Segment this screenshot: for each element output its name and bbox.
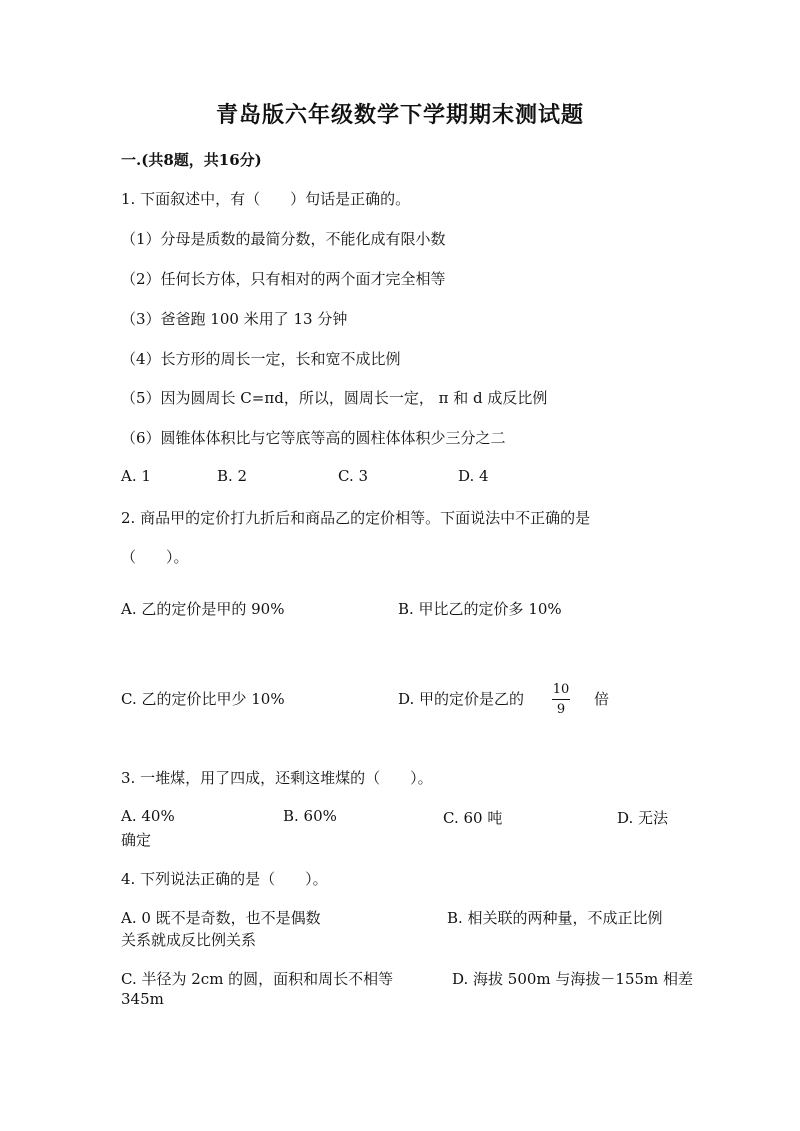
q4-option-c: C. 半径为 2cm 的圆，面积和周长不相等 xyxy=(121,970,394,988)
q3-option-d-line2: 确定 xyxy=(121,831,152,849)
q3-option-b: B. 60% xyxy=(283,807,337,825)
q2-fraction xyxy=(552,682,570,717)
q2-stem-line2: （ ）。 xyxy=(121,548,189,566)
q1-statement-6: （6）圆锥体体积比与它等底等高的圆柱体体积少三分之二 xyxy=(121,429,506,447)
page-title: 青岛版六年级数学下学期期末测试题 xyxy=(215,102,584,128)
q4-option-d-line1: D. 海拔 500m 与海拔－155m 相差 xyxy=(452,970,694,988)
section-heading: 一.(共8题，共16分) xyxy=(121,151,262,169)
q1-statement-2: （2）任何长方体，只有相对的两个面才完全相等 xyxy=(121,270,446,288)
q1-option-d: D. 4 xyxy=(458,467,489,485)
q4-option-b-line1: B. 相关联的两种量，不成正比例 xyxy=(447,909,663,927)
q2-option-c: C. 乙的定价比甲少 10% xyxy=(121,690,285,708)
q1-option-a: A. 1 xyxy=(121,467,151,485)
q1-option-b: B. 2 xyxy=(217,467,248,485)
q2-option-a: A. 乙的定价是甲的 90% xyxy=(121,600,285,618)
q4-option-b-line2: 关系就成反比例关系 xyxy=(121,931,257,949)
q1-option-c: C. 3 xyxy=(338,467,369,485)
q3-stem: 3. 一堆煤，用了四成，还剩这堆煤的（ ）。 xyxy=(121,769,433,787)
q2-option-b: B. 甲比乙的定价多 10% xyxy=(398,600,562,618)
q4-stem: 4. 下列说法正确的是（ ）。 xyxy=(121,870,328,888)
q3-option-d-line1: D. 无法 xyxy=(617,809,669,827)
q1-statement-3: （3）爸爸跑 100 米用了 13 分钟 xyxy=(121,310,348,328)
q2-option-d-prefix: D. 甲的定价是乙的 xyxy=(398,690,525,708)
q4-option-d-line2: 345m xyxy=(121,990,164,1008)
q1-statement-1: （1）分母是质数的最简分数，不能化成有限小数 xyxy=(121,230,446,248)
q1-statement-4: （4）长方形的周长一定，长和宽不成比例 xyxy=(121,350,401,368)
q3-option-c: C. 60 吨 xyxy=(443,809,503,827)
q1-statement-5: （5）因为圆周长 C=πd，所以，圆周长一定， π 和 d 成反比例 xyxy=(121,389,548,407)
q1-stem: 1. 下面叙述中，有（ ）句话是正确的。 xyxy=(121,190,411,208)
q3-option-a: A. 40% xyxy=(121,807,175,825)
q2-fraction-bar xyxy=(552,699,570,700)
q2-fraction-denominator: 9 xyxy=(556,702,566,717)
q4-option-a: A. 0 既不是奇数，也不是偶数 xyxy=(121,909,321,927)
q2-stem-line1: 2. 商品甲的定价打九折后和商品乙的定价相等。下面说法中不正确的是 xyxy=(121,509,591,527)
q2-option-d-suffix: 倍 xyxy=(594,690,610,708)
q2-fraction-numerator: 10 xyxy=(552,682,570,697)
